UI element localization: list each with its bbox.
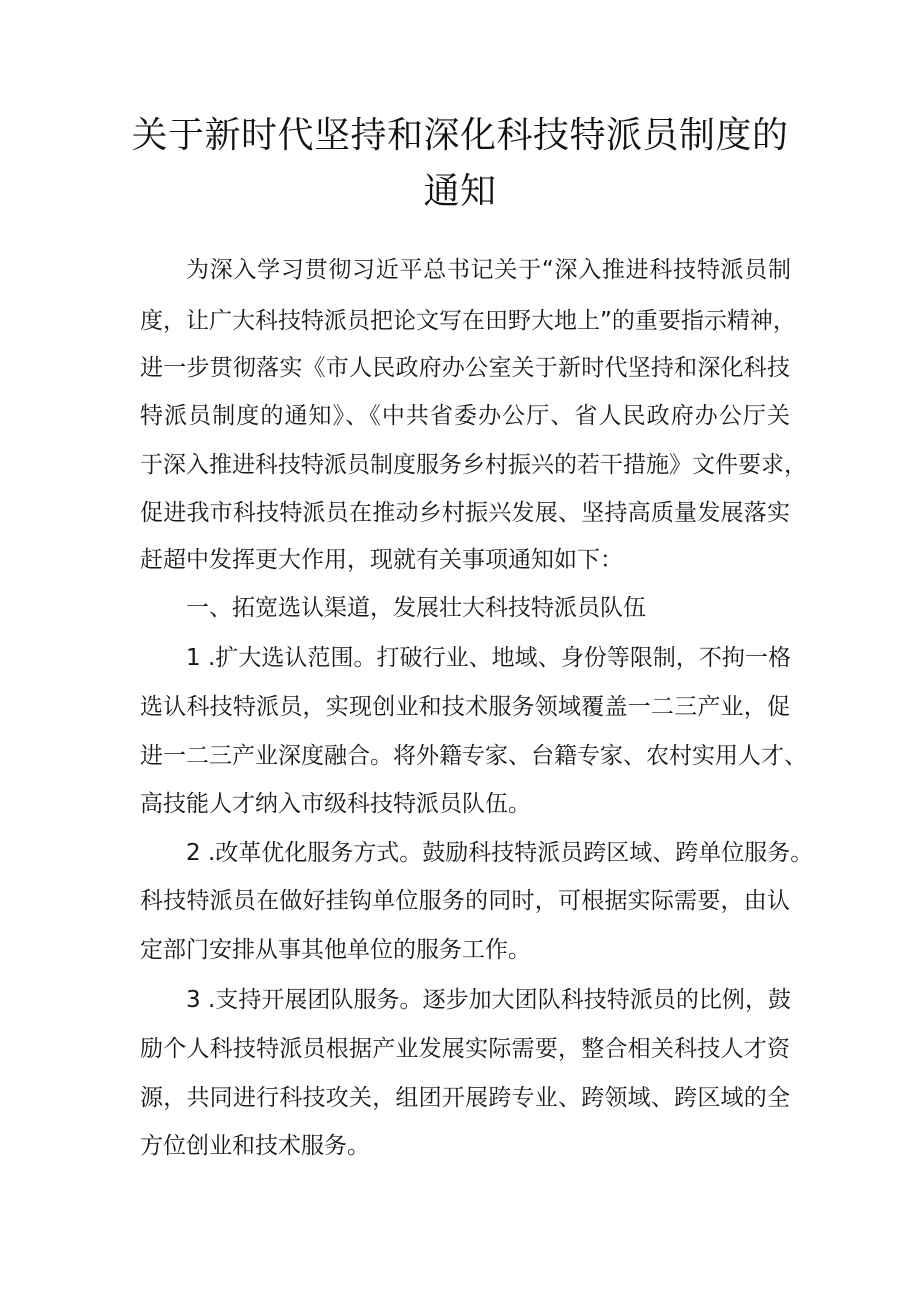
title-line-2: 通知: [423, 171, 497, 212]
paragraph-line: 赶超中发挥更大作用，现就有关事项通知如下：: [140, 547, 623, 573]
paragraph-line: 科技特派员在做好挂钩单位服务的同时，可根据实际需要，由认: [140, 888, 790, 914]
paragraph-line: 特派员制度的通知》、《中共省委办公厅、省人民政府办公厅关: [140, 403, 790, 429]
paragraph-line: 促进我市科技特派员在推动乡村振兴发展、坚持高质量发展落实: [140, 500, 790, 526]
paragraph-line: 为深入学习贯彻习近平总书记关于“深入推进科技特派员制: [186, 257, 791, 283]
paragraph-line: 2 .改革优化服务方式。鼓励科技特派员跨区域、跨单位服务。: [186, 840, 814, 866]
paragraph-line: 源，共同进行科技攻关，组团开展跨专业、跨领域、跨区域的全: [140, 1085, 790, 1111]
paragraph-line: 方位创业和技术服务。: [140, 1133, 370, 1159]
paragraph-line: 于深入推进科技特派员制度服务乡村振兴的若干措施》文件要求，: [140, 452, 807, 478]
paragraph-line: 励个人科技特派员根据产业发展实际需要，整合相关科技人才资: [140, 1036, 790, 1062]
title-line-1: 关于新时代坚持和深化科技特派员制度的: [131, 115, 789, 156]
paragraph-line: 高技能人才纳入市级科技特派员队伍。: [140, 791, 531, 817]
paragraph-line: 进一二三产业深度融合。将外籍专家、台籍专家、农村实用人才、: [140, 743, 807, 769]
paragraph-line: 选认科技特派员，实现创业和技术服务领域覆盖一二三产业，促: [140, 694, 790, 720]
paragraph-line: 度，让广大科技特派员把论文写在田野大地上”的重要指示精神，: [140, 308, 796, 334]
document-title: [100, 108, 820, 220]
paragraph-line: 1 .扩大选认范围。打破行业、地域、身份等限制，不拘一格: [186, 645, 791, 671]
paragraph-line: 定部门安排从事其他单位的服务工作。: [140, 937, 531, 963]
paragraph-line: 进一步贯彻落实《市人民政府办公室关于新时代坚持和深化科技: [140, 355, 790, 381]
paragraph-line: 3 .支持开展团队服务。逐步加大团队科技特派员的比例，鼓: [186, 987, 791, 1013]
section-heading-text: 一、拓宽选认渠道，发展壮大科技特派员队伍: [186, 595, 646, 621]
